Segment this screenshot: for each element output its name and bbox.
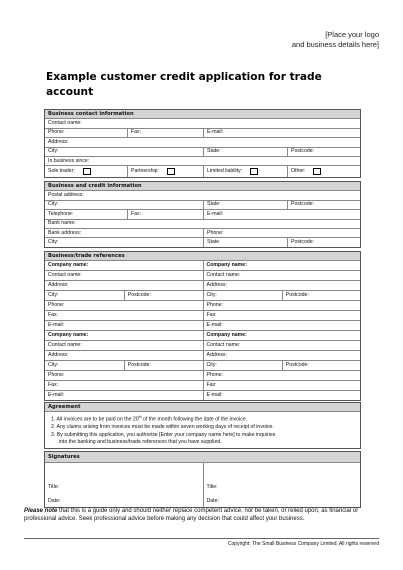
ref3-contact-field[interactable]: Contact name: [48,342,82,349]
reference-3 [45,331,203,400]
ref1-fax-field[interactable]: Fax: [48,312,59,319]
disclaimer-lead: Please note [24,508,58,514]
sole-trader-option[interactable] [45,166,127,177]
partnership-checkbox[interactable] [167,168,175,175]
ref2-city-field[interactable]: City: [206,292,217,299]
signatures-section [44,451,361,508]
references-header: Business/trade references [48,252,125,259]
signature-2-date: Date: [206,498,219,504]
limited-option[interactable] [203,166,287,177]
phone-field[interactable]: Phone: [48,129,65,136]
contact-section [44,109,361,178]
ref3-address-field[interactable]: Address: [48,352,69,359]
partnership-label: Partnership: [131,168,159,175]
postal-address-field[interactable]: Postal address: [48,192,84,199]
agreement-item-1a: 1. All invoices are to be paid on the 20 [51,417,139,424]
credit-state-field[interactable]: State: [203,201,287,209]
reference-2 [203,261,361,330]
bank-address-field[interactable]: Bank address: [48,229,82,236]
credit-city-field[interactable]: City: [48,201,59,208]
partnership-option[interactable] [127,166,203,177]
address-field[interactable]: Address: [48,138,69,145]
ref2-address-field[interactable]: Address: [206,282,227,289]
ref4-email-field[interactable]: E-mail: [206,392,223,399]
signature-2-title: Title: [206,484,218,490]
ref2-company-field[interactable]: Company name: [206,262,247,269]
ref4-address-field[interactable]: Address: [206,352,227,359]
ref1-phone-field[interactable]: Phone: [48,302,65,309]
in-business-field[interactable]: In business since: [48,157,90,164]
ref3-city-field[interactable]: City: [48,362,59,369]
credit-header: Business and credit information [48,182,142,189]
agreement-item-3b: into the banking and business/trade references that you have supplied. [59,438,222,445]
ref1-postcode-field[interactable]: Postcode: [124,291,203,300]
state-field[interactable]: State: [203,148,287,156]
credit-postcode-field[interactable]: Postcode: [287,201,360,209]
signature-1-title: Title: [48,484,60,490]
ref2-postcode-field[interactable]: Postcode: [282,291,360,300]
email-field[interactable]: E-mail: [203,129,360,137]
page-title: Example customer credit application for trade account [46,71,322,98]
ref2-contact-field[interactable]: Contact name: [206,272,241,279]
copyright-text: Copyright: The Small Business Company Limited. All rights reserved [227,541,379,547]
bank-state-field[interactable]: State [203,238,287,246]
bank-name-field[interactable]: Bank name: [48,220,76,227]
credit-fax-field[interactable]: Fax: [127,210,203,218]
credit-section [44,181,361,248]
disclaimer-note [24,508,384,523]
sole-trader-label: Sole trader: [48,168,75,175]
logo-line-2: and business details here] [291,40,379,49]
ref2-email-field[interactable]: E-mail: [206,322,223,329]
signature-block-2[interactable] [203,463,361,507]
ref4-phone-field[interactable]: Phone: [206,372,223,379]
postcode-field[interactable]: Postcode: [287,148,360,156]
ref2-fax-field[interactable]: Fax: [206,312,217,319]
limited-checkbox[interactable] [250,168,258,175]
agreement-item-1 [45,414,360,424]
bank-city-field[interactable]: City: [48,239,59,246]
reference-1 [45,261,203,330]
contact-name-field[interactable]: Contact name: [48,120,82,127]
other-label: Other: [291,168,306,175]
ref4-company-field[interactable]: Company name: [206,332,247,339]
ref4-city-field[interactable]: City: [206,362,217,369]
ref1-contact-field[interactable]: Contact name: [48,272,82,279]
ref2-phone-field[interactable]: Phone: [206,302,223,309]
other-checkbox[interactable] [313,168,321,175]
ref3-phone-field[interactable]: Phone: [48,372,65,379]
ref3-company-field[interactable]: Company name: [48,332,89,339]
disclaimer-text: that this is a guide only and should neither replace competent advice, nor be taken, or relied upon, as financial or professional advice. Seek professional advice before making any decision that could affect your business. [24,508,359,522]
logo-line-1: [Place your logo [325,30,379,39]
limited-label: Limited liability: [207,168,243,175]
ref1-address-field[interactable]: Address: [48,282,69,289]
ref3-fax-field[interactable]: Fax: [48,382,59,389]
fax-field[interactable]: Fax: [127,129,203,137]
ref4-contact-field[interactable]: Contact name: [206,342,241,349]
ref1-email-field[interactable]: E-mail: [48,322,65,329]
bank-phone-field[interactable]: Phone: [203,229,360,237]
reference-4 [203,331,361,400]
signatures-header: Signatures [48,453,80,460]
footer-divider [24,538,379,539]
ref3-email-field[interactable]: E-mail: [48,392,65,399]
ref4-fax-field[interactable]: Fax: [206,382,217,389]
agreement-item-1-sup: th [138,415,142,420]
ref1-city-field[interactable]: City: [48,292,59,299]
telephone-field[interactable]: Telephone: [48,210,74,217]
sole-trader-checkbox[interactable] [83,168,91,175]
ref1-company-field[interactable]: Company name: [48,262,89,269]
logo-placeholder [292,30,379,50]
credit-email-field[interactable]: E-mail: [203,210,360,218]
signature-1-date: Date: [48,498,61,504]
ref4-postcode-field[interactable]: Postcode: [282,361,360,370]
references-section [44,251,361,401]
agreement-item-3a: 3. By submitting this application, you authorise [Enter your company name here] to make inquiries [51,431,276,438]
signature-block-1[interactable] [45,463,203,507]
agreement-header: Agreement [48,403,81,410]
other-option[interactable] [287,166,360,177]
agreement-item-1b: of the month following the date of the invoice. [141,417,248,424]
bank-postcode-field[interactable]: Postcode: [287,238,360,246]
contact-header: Business contact information [48,110,134,117]
ref3-postcode-field[interactable]: Postcode: [124,361,203,370]
city-field[interactable]: City: [48,148,59,155]
agreement-section [44,402,361,449]
agreement-item-2: 2. Any claims arising from invoices must be made within seven working days of receipt of invoice. [51,424,274,431]
